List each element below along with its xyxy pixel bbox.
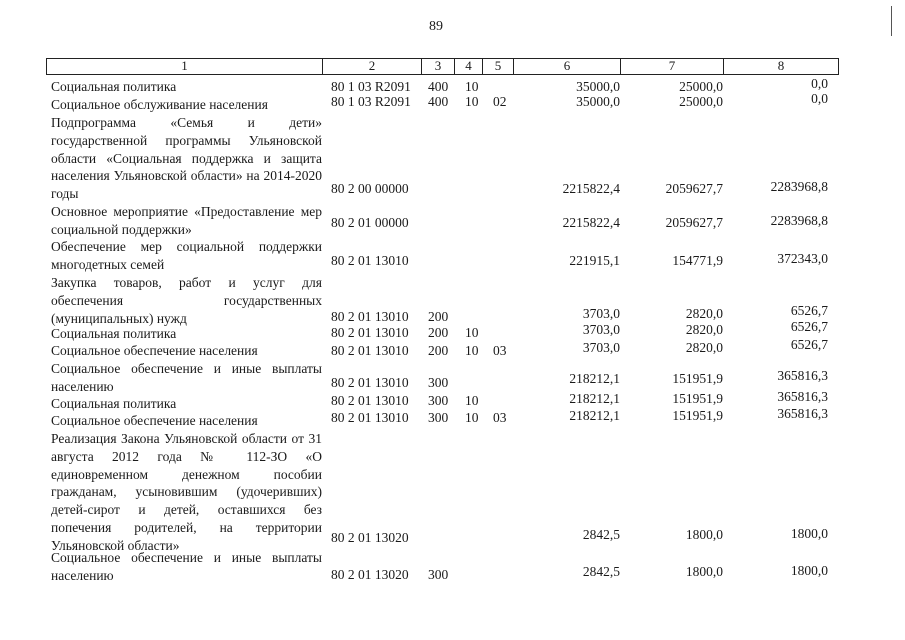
page-number: 89 bbox=[429, 19, 443, 34]
row-value-8: 0,0 bbox=[811, 91, 828, 106]
row-name: Подпрограмма «Семья и дети» государственной программы Ульяновской области «Социальная поддержка и защита населения Ульяновской области» на 2014-2020 годы bbox=[51, 115, 322, 202]
row-value-7: 25000,0 bbox=[679, 79, 723, 94]
row-col3: 400 bbox=[428, 79, 449, 94]
row-col5: 03 bbox=[493, 343, 507, 358]
row-name: Социальное обеспечение и иные выплаты населению bbox=[51, 550, 322, 583]
row-name: Социальная политика bbox=[51, 79, 177, 94]
row-value-8: 6526,7 bbox=[790, 337, 828, 352]
row-value-6: 218212,1 bbox=[569, 408, 620, 423]
row-col5: 03 bbox=[493, 410, 507, 425]
row-name: Социальная политика bbox=[51, 326, 177, 341]
row-value-7: 2820,0 bbox=[685, 306, 723, 321]
row-value-8: 365816,3 bbox=[777, 389, 828, 404]
header-col-2: 2 bbox=[368, 58, 376, 73]
row-value-8: 1800,0 bbox=[790, 526, 828, 541]
row-value-6: 3703,0 bbox=[582, 340, 620, 355]
row-col4: 10 bbox=[465, 94, 479, 109]
row-value-8: 365816,3 bbox=[777, 406, 828, 421]
row-value-7: 151951,9 bbox=[672, 371, 723, 386]
row-value-8: 2283968,8 bbox=[770, 179, 828, 194]
row-value-6: 35000,0 bbox=[576, 79, 620, 94]
row-col3: 300 bbox=[428, 375, 449, 390]
row-value-7: 2820,0 bbox=[685, 340, 723, 355]
row-name: Социальное обеспечение населения bbox=[51, 413, 258, 428]
row-col3: 200 bbox=[428, 325, 449, 340]
header-col-7: 7 bbox=[668, 58, 676, 73]
header-col-4: 4 bbox=[465, 58, 472, 73]
row-col3: 200 bbox=[428, 309, 449, 324]
row-code: 80 2 01 13010 bbox=[331, 375, 409, 390]
row-col3: 300 bbox=[428, 393, 449, 408]
row-col4: 10 bbox=[465, 79, 479, 94]
row-value-6: 218212,1 bbox=[569, 371, 620, 386]
row-value-6: 2215822,4 bbox=[562, 215, 620, 230]
row-col5: 02 bbox=[493, 94, 507, 109]
row-value-7: 25000,0 bbox=[679, 94, 723, 109]
row-value-6: 221915,1 bbox=[569, 253, 620, 268]
row-value-6: 2842,5 bbox=[582, 527, 620, 542]
row-value-6: 218212,1 bbox=[569, 391, 620, 406]
row-value-6: 3703,0 bbox=[582, 306, 620, 321]
row-col4: 10 bbox=[465, 410, 479, 425]
row-col4: 10 bbox=[465, 343, 479, 358]
row-value-6: 2215822,4 bbox=[562, 181, 620, 196]
row-value-7: 154771,9 bbox=[672, 253, 723, 268]
row-code: 80 2 01 13010 bbox=[331, 309, 409, 324]
row-col3: 300 bbox=[428, 567, 449, 582]
row-code: 80 2 01 13020 bbox=[331, 530, 409, 545]
row-value-7: 151951,9 bbox=[672, 408, 723, 423]
row-name: Закупка товаров, работ и услуг для обеспечения государственных (муниципальных) нужд bbox=[51, 275, 322, 326]
row-name: Социальное обеспечение и иные выплаты населению bbox=[51, 361, 322, 394]
row-value-7: 1800,0 bbox=[685, 564, 723, 579]
row-value-6: 35000,0 bbox=[576, 94, 620, 109]
row-value-8: 2283968,8 bbox=[770, 213, 828, 228]
row-value-6: 2842,5 bbox=[582, 564, 620, 579]
row-code: 80 1 03 R2091 bbox=[331, 79, 411, 94]
row-col3: 200 bbox=[428, 343, 449, 358]
row-value-8: 1800,0 bbox=[790, 563, 828, 578]
row-value-6: 3703,0 bbox=[582, 322, 620, 337]
header-col-6: 6 bbox=[563, 58, 571, 73]
row-code: 80 2 01 13010 bbox=[331, 343, 409, 358]
row-value-7: 2059627,7 bbox=[665, 181, 723, 196]
row-col4: 10 bbox=[465, 393, 479, 408]
row-value-7: 2820,0 bbox=[685, 322, 723, 337]
row-value-8: 372343,0 bbox=[777, 251, 828, 266]
row-code: 80 2 01 13010 bbox=[331, 393, 409, 408]
row-value-8: 6526,7 bbox=[790, 319, 828, 334]
row-value-7: 1800,0 bbox=[685, 527, 723, 542]
row-code: 80 2 01 13010 bbox=[331, 325, 409, 340]
row-value-8: 6526,7 bbox=[790, 303, 828, 318]
row-name: Социальное обеспечение населения bbox=[51, 343, 258, 358]
header-col-1: 1 bbox=[181, 58, 188, 73]
row-code: 80 2 00 00000 bbox=[331, 181, 409, 196]
row-col3: 400 bbox=[428, 94, 449, 109]
row-name: Обеспечение мер социальной поддержки многодетных семей bbox=[51, 239, 322, 272]
row-code: 80 2 01 00000 bbox=[331, 215, 409, 230]
row-name: Реализация Закона Ульяновской области от 31 августа 2012 года № 112-ЗО «О единовременном денежном пособии гражданам, усыновившим (удочеривших) детей-сирот и детей, оставшихся без попечения родителей, на территории Ульяновской области» bbox=[51, 431, 322, 553]
row-name: Социальная политика bbox=[51, 396, 177, 411]
row-col3: 300 bbox=[428, 410, 449, 425]
row-code: 80 2 01 13010 bbox=[331, 410, 409, 425]
row-value-7: 151951,9 bbox=[672, 391, 723, 406]
row-col4: 10 bbox=[465, 325, 479, 340]
row-value-7: 2059627,7 bbox=[665, 215, 723, 230]
row-value-8: 0,0 bbox=[811, 76, 828, 91]
header-col-5: 5 bbox=[494, 58, 502, 73]
row-name: Социальное обслуживание населения bbox=[51, 97, 268, 112]
row-value-8: 365816,3 bbox=[777, 368, 828, 383]
row-code: 80 1 03 R2091 bbox=[331, 94, 411, 109]
header-col-3: 3 bbox=[434, 58, 442, 73]
row-name: Основное мероприятие «Предоставление мер социальной поддержки» bbox=[51, 204, 322, 237]
row-code: 80 2 01 13020 bbox=[331, 567, 409, 582]
header-col-8: 8 bbox=[777, 58, 785, 73]
row-code: 80 2 01 13010 bbox=[331, 253, 409, 268]
